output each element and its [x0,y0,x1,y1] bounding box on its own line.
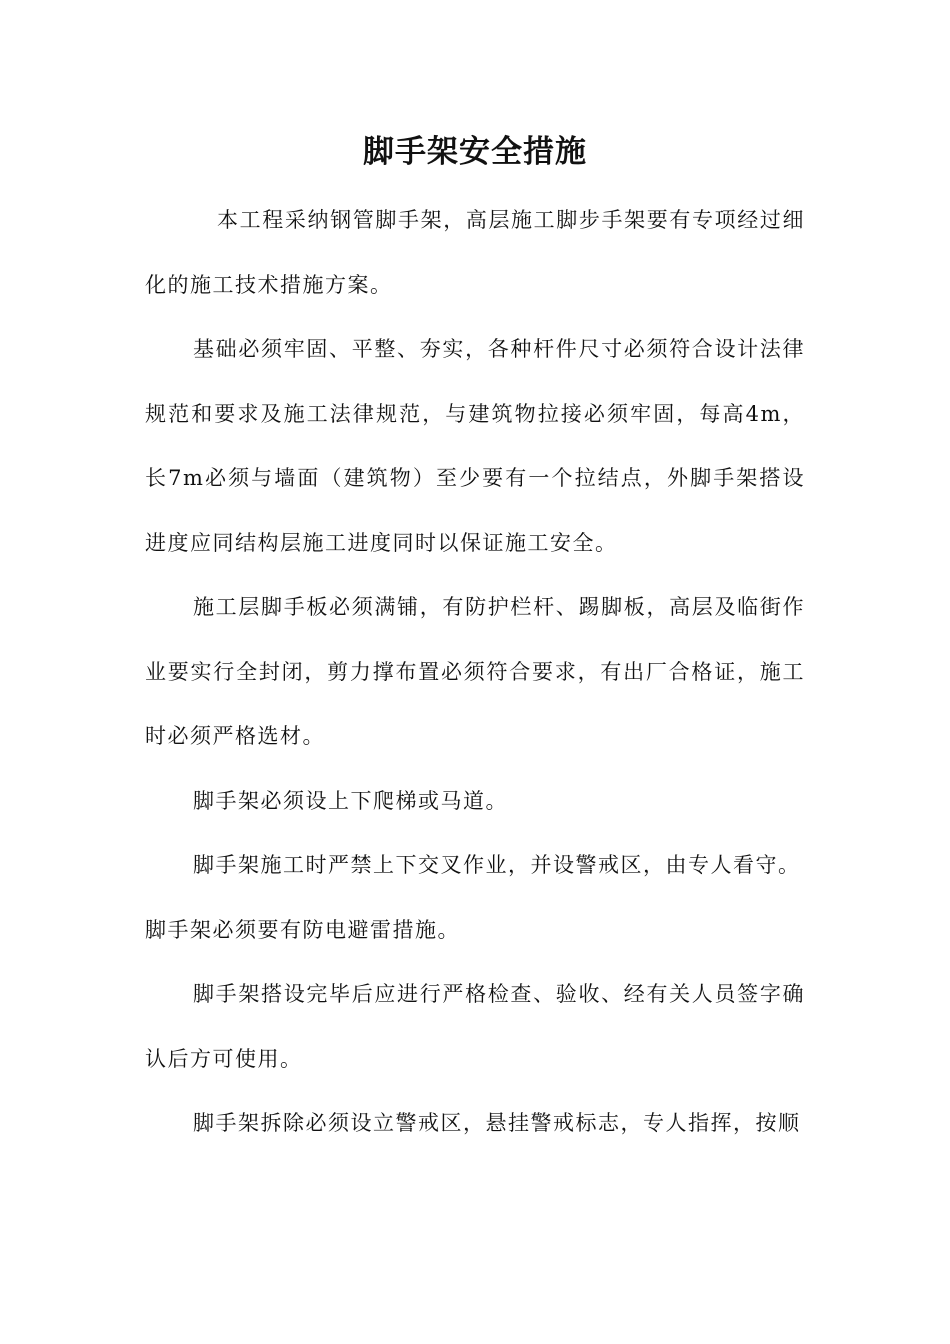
paragraph-no-cross-work: 脚手架施工时严禁上下交叉作业，并设警戒区，由专人看守。 [193,853,801,877]
paragraph-foundation: 基础必须牢固、平整、夯实，各种杆件尺寸必须符合设计法律规范和要求及施工法律规范，与建筑物拉接必须牢固，每高4m，长7m必须与墙面（建筑物）至少要有一个拉结点，外脚手架搭设进度应同结构层施工进度同时以保证施工安全。 [145,337,805,555]
paragraph-work-platform: 施工层脚手板必须满铺，有防护栏杆、踢脚板，高层及临街作业要实行全封闭，剪力撑布置必须符合要求，有出厂合格证，施工时必须严格选材。 [145,595,805,748]
document-body [145,188,805,1156]
paragraph-ladder: 脚手架必须设上下爬梯或马道。 [193,788,508,813]
document-title: 脚手架安全措施 [363,134,587,170]
paragraph-dismantling: 脚手架拆除必须设立警戒区，悬挂警戒标志，专人指挥，按顺 [193,1111,801,1135]
paragraph-lightning: 脚手架必须要有防电避雷措施。 [145,917,460,942]
paragraph-scaffold-type: 本工程采纳钢管脚手架，高层施工脚步手架要有专项经过细化的施工技术措施方案。 [145,208,805,297]
paragraph-inspection: 脚手架搭设完毕后应进行严格检查、验收、经有关人员签字确认后方可使用。 [145,982,805,1071]
